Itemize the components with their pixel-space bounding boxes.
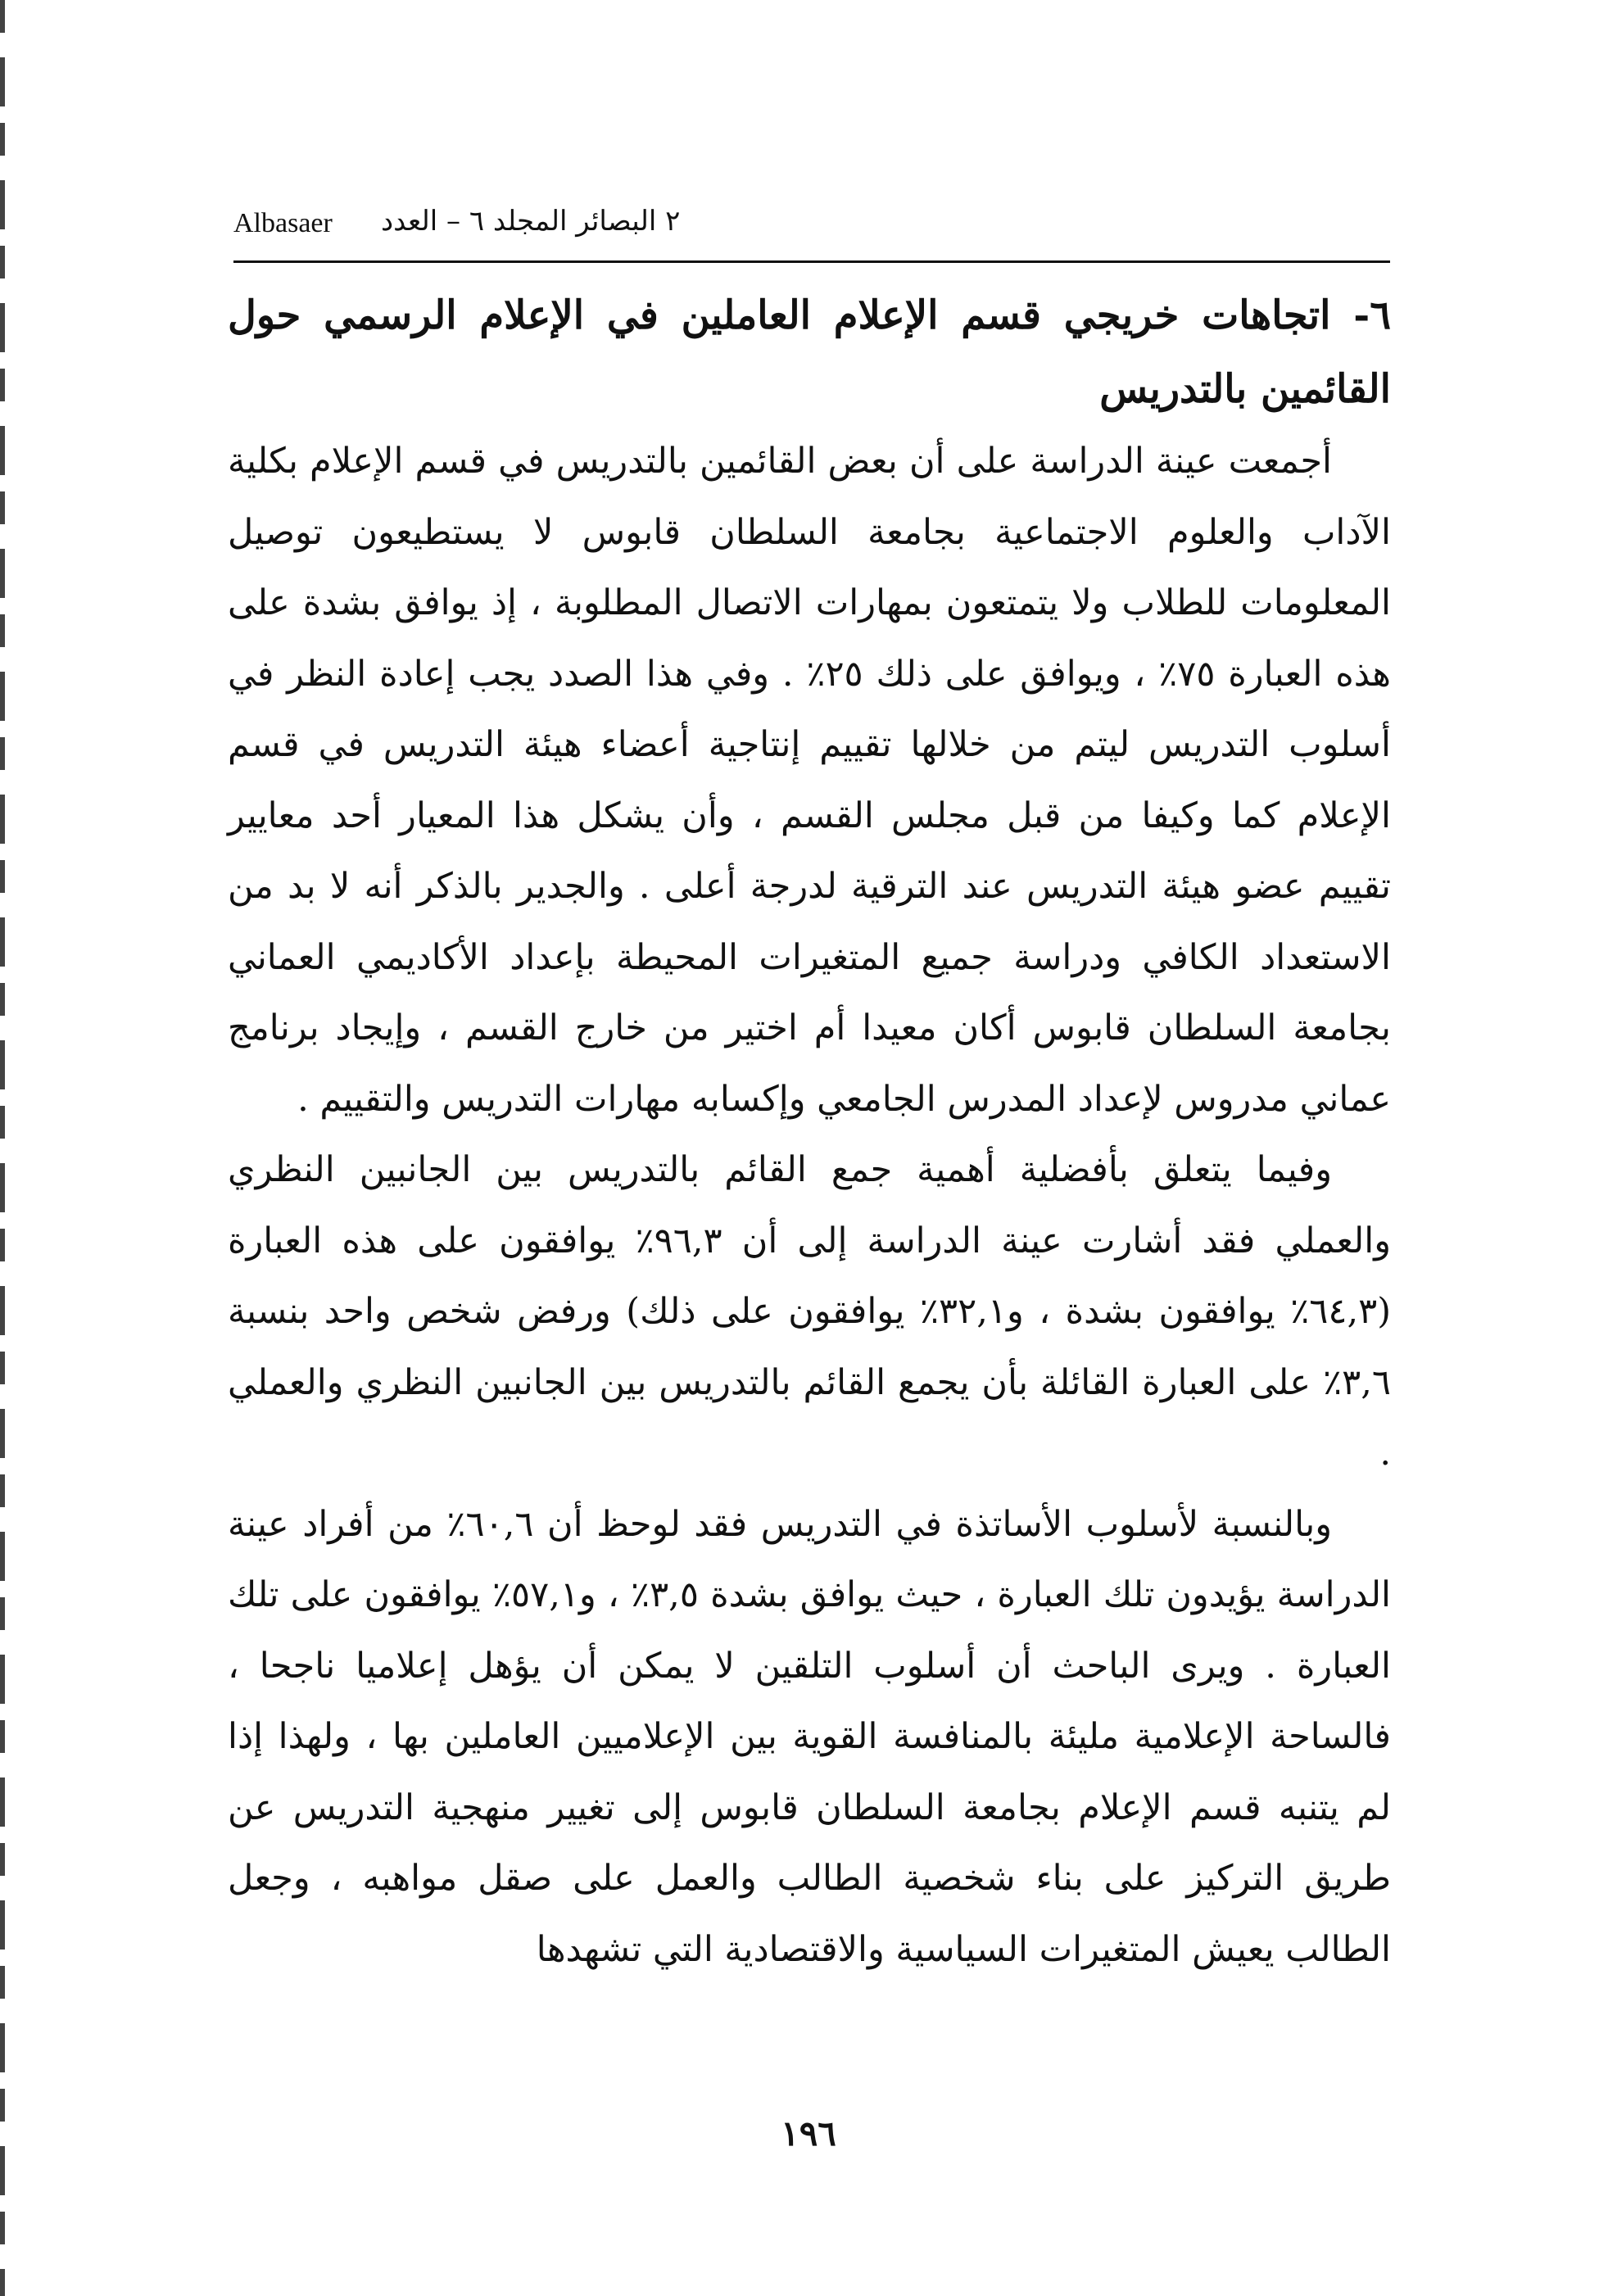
header-rule xyxy=(233,260,1390,263)
scan-edge xyxy=(0,0,5,2296)
running-head xyxy=(233,203,1390,252)
page-body xyxy=(228,279,1391,1985)
paragraph-3: وبالنسبة لأسلوب الأساتذة في التدريس فقد لوحظ أن ٦٠,٦٪ من أفراد عينة الدراسة يؤيدون تلك العبارة ، حيث يوافق بشدة ٣,٥٪ ، و٥٧,١٪ يوافقون على تلك العبارة . ويرى الباحث أن أسلوب التلقين لا يمكن أن يؤهل إعلاميا ناجحا ، فالساحة الإعلامية مليئة بالمنافسة القوية بين الإعلاميين العاملين بها ، ولهذا إذا لم يتنبه قسم الإعلام بجامعة السلطان قابوس إلى تغيير منهجية التدريس عن طريق التركيز على بناء شخصية الطالب والعمل على صقل مواهبه ، وجعل الطالب يعيش المتغيرات السياسية والاقتصادية التي تشهدها xyxy=(228,1503,1391,1970)
paragraph-1: أجمعت عينة الدراسة على أن بعض القائمين بالتدريس في قسم الإعلام بكلية الآداب والعلوم الاجتماعية بجامعة السلطان قابوس لا يستطيعون توصيل المعلومات للطلاب ولا يتمتعون بمهارات الاتصال المطلوبة ، إذ يوافق بشدة على هذه العبارة ٧٥٪ ، ويوافق على ذلك ٢٥٪ . وفي هذا الصدد يجب إعادة النظر في أسلوب التدريس ليتم من خلالها تقييم إنتاجية أعضاء هيئة التدريس في قسم الإعلام كما وكيفا من قبل مجلس القسم ، وأن يشكل هذا المعيار أحد معايير تقييم عضو هيئة التدريس عند الترقية لدرجة أعلى . والجدير بالذكر أنه لا بد من الاستعداد الكافي ودراسة جميع المتغيرات المحيطة بإعداد الأكاديمي العماني بجامعة السلطان قابوس أكان معيدا أم اختير من خارج القسم ، وإيجاد برنامج عماني مدروس لإعداد المدرس الجامعي وإكسابه مهارات التدريس والتقييم . xyxy=(228,441,1391,1120)
page-number: ١٩٦ xyxy=(781,2113,836,2153)
section-heading: ٦- اتجاهات خريجي قسم الإعلام العاملين في الإعلام الرسمي حول القائمين بالتدريس xyxy=(228,292,1391,412)
journal-name-latin: Albasaer xyxy=(233,208,333,238)
paragraph-2: وفيما يتعلق بأفضلية أهمية جمع القائم بالتدريس بين الجانبين النظري والعملي فقد أشارت عينة الدراسة إلى أن ٩٦,٣٪ يوافقون على هذه العبارة (٦٤,٣٪ يوافقون بشدة ، و٣٢,١٪ يوافقون على ذلك) ورفض شخص واحد بنسبة ٣,٦٪ على العبارة القائلة بأن يجمع القائم بالتدريس بين الجانبين النظري والعملي . xyxy=(228,1149,1391,1474)
journal-name-arabic: ٢ البصائر المجلد ٦ – العدد xyxy=(381,205,681,238)
